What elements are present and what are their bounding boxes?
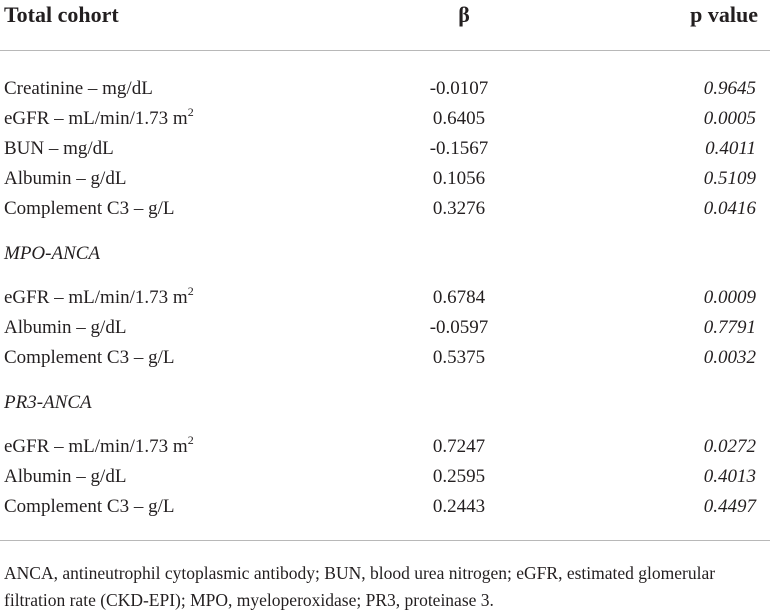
row-p-value: 0.0005 <box>703 108 756 129</box>
row-label: Creatinine – mg/dL <box>4 78 153 99</box>
row-p-value: 0.4013 <box>703 466 756 487</box>
row-beta: 0.3276 <box>432 198 486 219</box>
table-header <box>0 0 772 36</box>
table-row <box>0 104 772 134</box>
row-p-value: 0.9645 <box>703 78 756 99</box>
row-beta: 0.5375 <box>432 347 486 368</box>
row-p-value: 0.4011 <box>705 138 756 159</box>
table-row <box>0 134 772 164</box>
row-label: eGFR – mL/min/1.73 $m^2$ <box>4 433 194 457</box>
header-p-value: p value <box>690 2 758 27</box>
row-p-value: 0.0009 <box>703 287 756 308</box>
row-beta: -0.1567 <box>429 138 489 159</box>
row-label: BUN – mg/dL <box>4 138 114 159</box>
row-beta: 0.7247 <box>432 436 486 457</box>
row-label: eGFR – mL/min/1.73 $m^2$ <box>4 105 194 129</box>
row-label: Albumin – g/dL <box>4 168 127 189</box>
header-rule <box>0 50 770 51</box>
row-label: Complement C3 – g/L <box>4 496 175 517</box>
header-beta: β <box>458 2 470 27</box>
row-beta: 0.6784 <box>432 287 486 308</box>
row-p-value: 0.0416 <box>703 198 756 219</box>
table-row <box>0 74 772 104</box>
table-row <box>0 432 772 462</box>
row-label: eGFR – mL/min/1.73 $m^2$ <box>4 284 194 308</box>
table-row <box>0 283 772 313</box>
row-p-value: 0.4497 <box>703 496 756 517</box>
table-row <box>0 492 772 522</box>
table-row <box>0 343 772 373</box>
row-label: Albumin – g/dL <box>4 466 127 487</box>
header-total-cohort: Total cohort <box>4 2 119 27</box>
table-row <box>0 313 772 343</box>
group-title: MPO-ANCA <box>4 243 101 264</box>
row-p-value: 0.0032 <box>703 347 756 368</box>
row-beta: -0.0597 <box>429 317 489 338</box>
row-label: Complement C3 – g/L <box>4 198 175 219</box>
row-beta: -0.0107 <box>429 78 489 99</box>
row-p-value: 0.7791 <box>703 317 756 338</box>
group-title: PR3-ANCA <box>4 392 92 413</box>
table-row <box>0 194 772 224</box>
group-heading-pr3 <box>0 388 772 418</box>
table-row <box>0 462 772 492</box>
row-p-value: 0.0272 <box>703 436 756 457</box>
group-heading-mpo <box>0 239 772 269</box>
row-beta: 0.2595 <box>432 466 486 487</box>
table-row <box>0 164 772 194</box>
row-label: Complement C3 – g/L <box>4 347 175 368</box>
footer-rule <box>0 540 770 541</box>
row-beta: 0.2443 <box>432 496 486 517</box>
row-label: Albumin – g/dL <box>4 317 127 338</box>
row-beta: 0.1056 <box>432 168 486 189</box>
table-footnote: ANCA, antineutrophil cytoplasmic antibody; BUN, blood urea nitrogen; eGFR, estimated glomerular filtration rate (CKD-EPI); MPO, myeloperoxidase; PR3, proteinase 3. <box>4 563 716 610</box>
row-p-value: 0.5109 <box>703 168 756 189</box>
row-beta: 0.6405 <box>432 108 486 129</box>
